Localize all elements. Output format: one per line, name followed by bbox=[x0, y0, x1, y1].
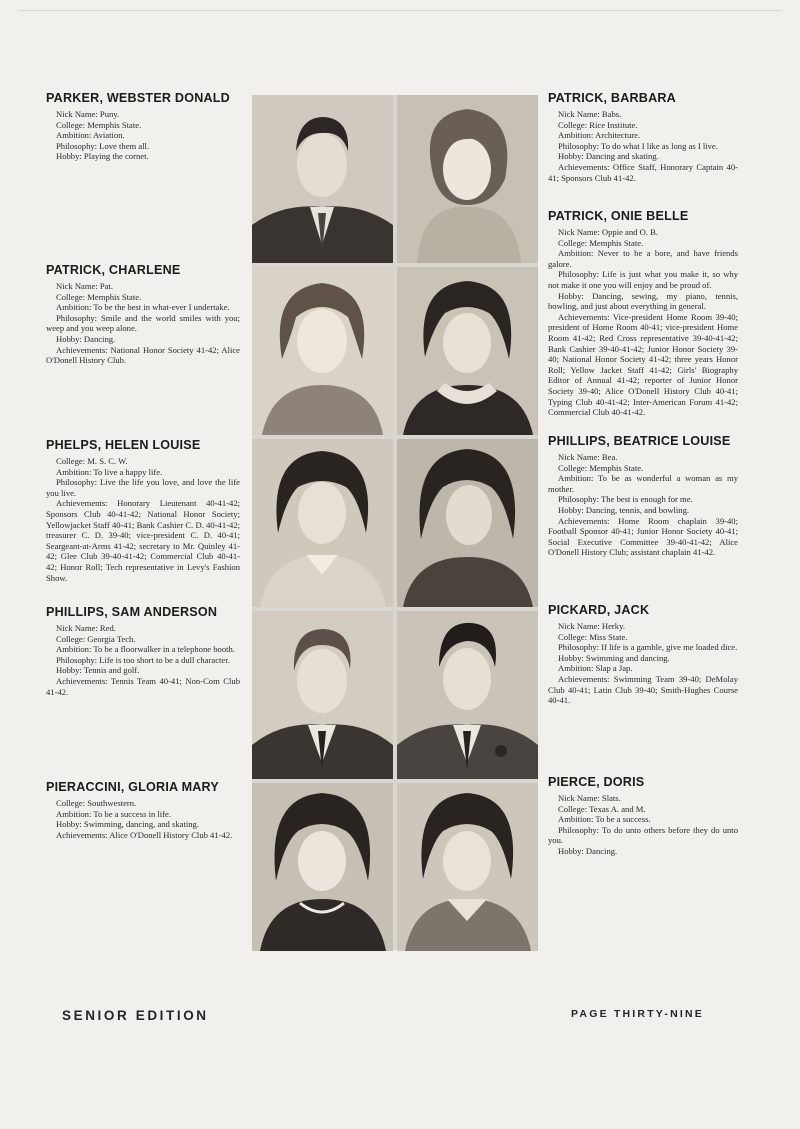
portrait-photo bbox=[252, 439, 393, 607]
entry-line: College: Memphis State. bbox=[558, 462, 644, 473]
portrait-photo bbox=[252, 267, 393, 435]
entry-line: Ambition: To be a success in life. bbox=[56, 808, 171, 819]
entry-line: Ambition: To be a floorwalker in a telephone booth. bbox=[56, 644, 235, 655]
portrait-patrick-barbara bbox=[397, 95, 538, 263]
senior-name: PIERACCINI, GLORIA MARY bbox=[46, 780, 219, 794]
entry-line: Ambition: Slap a Jap. bbox=[558, 663, 633, 674]
senior-entry-pieraccini bbox=[46, 780, 240, 840]
senior-name: PATRICK, CHARLENE bbox=[46, 263, 181, 277]
entry-line: Nick Name: Babs. bbox=[558, 109, 622, 119]
entry-line: Achievements: Honorary Lieutenant 40-41-42; Sponsors Club 40-41-42; National Honor Society; Yellowjacket Staff 40-41; Bank Cashier C. D. 40-41-42; treasurer C. D. 39-40; vice-president C. D. 40-41; Seargeant-at-Arms 41-42; secretary to Mr. Quinley 41-42; Glee Club 39-40-41-42; Commercial Club 40-41-42; Honor Roll; Tech representative in Levy's Fashion Show. bbox=[46, 498, 240, 583]
portrait-photo bbox=[397, 95, 538, 263]
senior-name: PIERCE, DORIS bbox=[548, 775, 645, 789]
senior-entry-phillips-beatrice bbox=[548, 434, 738, 558]
senior-entry-phelps bbox=[46, 438, 240, 583]
entry-line: Philosophy: Live the life you love, and love the life you live. bbox=[46, 477, 240, 498]
page-number: PAGE THIRTY-NINE bbox=[571, 1008, 705, 1020]
entry-line: Hobby: Swimming, dancing, and skating. bbox=[56, 819, 199, 830]
entry-line: Ambition: Architecture. bbox=[558, 130, 641, 141]
entry-line: Philosophy: If life is a gamble, give me loaded dice. bbox=[558, 642, 738, 653]
entry-line: Ambition: Never to be a bore, and have friends galore. bbox=[548, 248, 738, 269]
entry-line: College: Rice Institute. bbox=[558, 119, 638, 130]
entry-line: College: Memphis State. bbox=[56, 119, 142, 130]
entry-line: Hobby: Tennis and golf. bbox=[56, 665, 140, 676]
entry-line: Nick Name: Herky. bbox=[558, 621, 625, 631]
entry-line: Philosophy: Life is too short to be a dull character. bbox=[56, 654, 230, 665]
entry-line: Nick Name: Bea. bbox=[558, 452, 618, 462]
senior-entry-patrick-barbara bbox=[548, 91, 738, 183]
entry-line: Hobby: Dancing, tennis, and bowling. bbox=[558, 504, 690, 515]
senior-name: PARKER, WEBSTER DONALD bbox=[46, 91, 230, 105]
entry-line: Ambition: To be as wonderful a woman as my mother. bbox=[548, 473, 738, 494]
entry-line: Ambition: To live a happy life. bbox=[56, 466, 163, 477]
portrait-photo bbox=[397, 267, 538, 435]
entry-line: Nick Name: Oppie and O. B. bbox=[558, 227, 658, 237]
entry-line: Ambition: Aviation. bbox=[56, 130, 125, 141]
entry-line: Hobby: Dancing. bbox=[56, 333, 116, 344]
entry-line: College: Memphis State. bbox=[56, 291, 142, 302]
portrait-phillips-sam bbox=[252, 611, 393, 779]
senior-entry-pickard bbox=[548, 603, 738, 706]
senior-entry-pierce bbox=[548, 775, 738, 857]
portrait-patrick-charlene bbox=[252, 267, 393, 435]
entry-line: Philosophy: Smile and the world smiles with you; weep and you weep alone. bbox=[46, 312, 240, 334]
senior-entry-parker bbox=[46, 91, 240, 162]
senior-name: PHILLIPS, BEATRICE LOUISE bbox=[548, 434, 731, 448]
entry-line: Hobby: Playing the cornet. bbox=[56, 151, 149, 162]
portrait-photo bbox=[252, 95, 393, 263]
entry-line: Nick Name: Pat. bbox=[56, 281, 114, 291]
top-rule bbox=[18, 10, 782, 11]
entry-line: Hobby: Dancing. bbox=[558, 845, 618, 856]
entry-line: Achievements: Vice-president Home Room 39-40; president of Home Room 40-41; vice-president Home Room 41-42; Red Cross representative 39-40-41-42; Bank Cashier 39-40-41-42; Junior Honor Society 39-40; National Honor Society 41-42; three years Honor Roll; Yellow Jacket Staff 41-42; Girls' Biography Editor of Annual 41-42; reporter of Junior Honor Society 39-40; Alice O'Donell History Club 40-41; Typing Club 40-41-42; Inter-American Forum 41-42; Commercial Club 40-41-42. bbox=[548, 311, 738, 418]
entry-line: Philosophy: Love them all. bbox=[56, 140, 150, 151]
portrait-pierce bbox=[397, 783, 538, 951]
senior-entry-patrick-onie-belle bbox=[548, 209, 738, 418]
entry-line: College: Texas A. and M. bbox=[558, 803, 646, 814]
entry-line: Hobby: Swimming and dancing. bbox=[558, 652, 670, 663]
senior-name: PATRICK, BARBARA bbox=[548, 91, 676, 105]
entry-line: Achievements: Swimming Team 39-40; DeMolay Club 40-41; Latin Club 39-40; Smith-Hughes Course 40-41. bbox=[548, 673, 738, 706]
entry-line: College: Georgia Tech. bbox=[56, 633, 136, 644]
portrait-photo bbox=[252, 611, 393, 779]
portrait-pieraccini bbox=[252, 783, 393, 951]
entry-line: Philosophy: To do unto others before they do unto you. bbox=[548, 824, 738, 846]
entry-line: Nick Name: Puny. bbox=[56, 109, 120, 119]
entry-line: Achievements: National Honor Society 41-42; Alice O'Donell History Club. bbox=[46, 344, 240, 366]
entry-line: Philosophy: To do what I like as long as I live. bbox=[558, 140, 718, 151]
entry-line: Philosophy: Life is just what you make it, so why not make it one you will enjoy and be proud of. bbox=[548, 269, 738, 290]
entry-line: Achievements: Office Staff, Honorary Captain 40-41; Sponsors Club 41-42. bbox=[548, 161, 738, 183]
entry-line: College: M. S. C. W. bbox=[56, 456, 128, 466]
entry-line: Achievements: Tennis Team 40-41; Non-Com Club 41-42. bbox=[46, 675, 240, 697]
senior-name: PHILLIPS, SAM ANDERSON bbox=[46, 605, 218, 619]
entry-line: College: Memphis State. bbox=[558, 237, 644, 248]
portrait-parker bbox=[252, 95, 393, 263]
portrait-pickard bbox=[397, 611, 538, 779]
entry-line: Achievements: Alice O'Donell History Club 41-42. bbox=[56, 829, 233, 840]
portrait-photo bbox=[397, 611, 538, 779]
entry-line: Achievements: Home Room chaplain 39-40; Football Sponsor 40-41; Junior Honor Society 40-41; Social Executive Committee 39-40-41-42; Alice O'Donell History Club; assistant chaplain 41-42. bbox=[548, 515, 738, 558]
portrait-photo bbox=[397, 783, 538, 951]
portrait-grid bbox=[252, 95, 538, 950]
portrait-photo bbox=[397, 439, 538, 607]
entry-line: Nick Name: Slats. bbox=[558, 793, 621, 803]
senior-name: PATRICK, ONIE BELLE bbox=[548, 209, 689, 223]
entry-line: Ambition: To be a success. bbox=[558, 814, 651, 825]
portrait-phillips-beatrice bbox=[397, 439, 538, 607]
entry-line: Hobby: Dancing and skating. bbox=[558, 151, 659, 162]
entry-line: Nick Name: Red. bbox=[56, 623, 116, 633]
senior-entry-phillips-sam bbox=[46, 605, 240, 697]
portrait-photo bbox=[252, 783, 393, 951]
senior-name: PHELPS, HELEN LOUISE bbox=[46, 438, 201, 452]
entry-line: Hobby: Dancing, sewing, my piano, tennis, bowling, and just about everything in general. bbox=[548, 290, 738, 312]
senior-entry-patrick-charlene bbox=[46, 263, 240, 366]
portrait-phelps bbox=[252, 439, 393, 607]
entry-line: Ambition: To be the best in what-ever I undertake. bbox=[56, 302, 230, 313]
portrait-patrick-onie-belle bbox=[397, 267, 538, 435]
senior-name: PICKARD, JACK bbox=[548, 603, 650, 617]
entry-line: College: Southwestern. bbox=[56, 798, 137, 808]
entry-line: Philosophy: The best is enough for me. bbox=[558, 494, 693, 505]
entry-line: College: Miss State. bbox=[558, 631, 628, 642]
edition-label: SENIOR EDITION bbox=[62, 1008, 209, 1023]
